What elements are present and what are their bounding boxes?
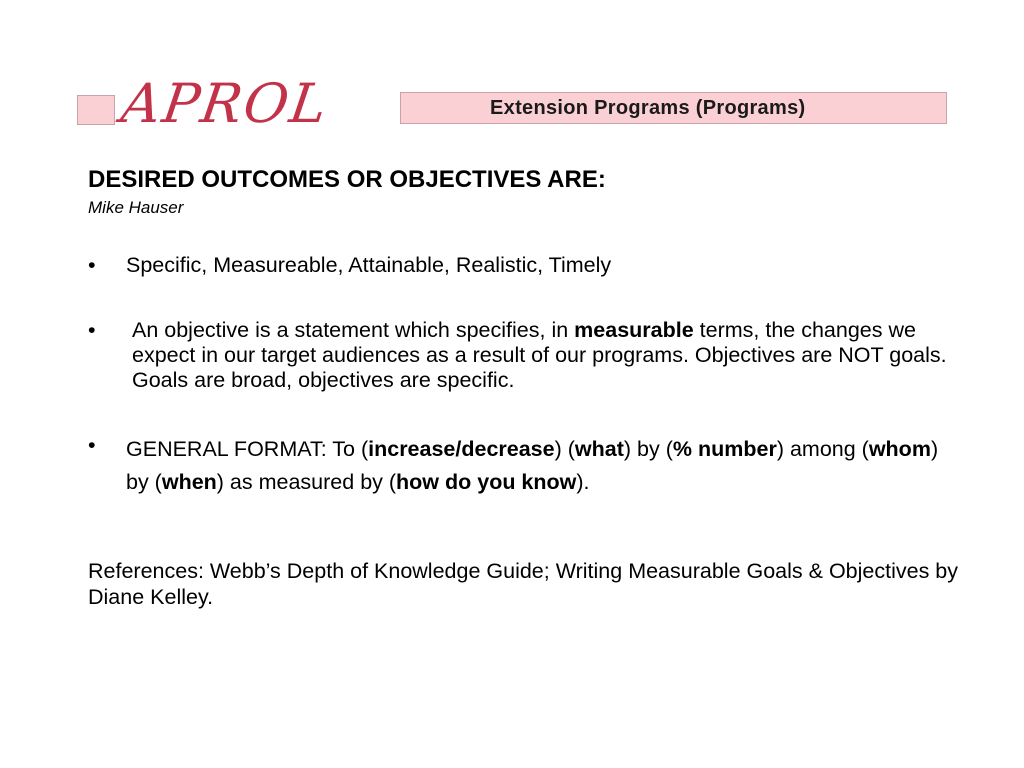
emphasis-how-do-you-know: how do you know	[396, 470, 577, 494]
banner-left-block	[77, 95, 115, 125]
text-segment: ) by (	[126, 437, 939, 494]
header-banner	[0, 0, 1024, 150]
emphasis-increase-decrease: increase/decrease	[368, 437, 555, 461]
references-text: References: Webb’s Depth of Knowledge Guide; Writing Measurable Goals & Objectives by Diane Kelley.	[88, 559, 959, 609]
bullet-text: Specific, Measureable, Attainable, Realistic, Timely	[126, 253, 612, 277]
bullet-icon: •	[88, 433, 96, 457]
emphasis-measurable: measurable	[574, 318, 694, 342]
text-segment: ) among (	[776, 437, 869, 461]
emphasis-whom: whom	[868, 437, 931, 461]
text-segment: ) by (	[623, 437, 673, 461]
author-name: Mike Hauser	[88, 198, 184, 217]
text-segment: terms, the changes we expect in our target audiences as a result of our programs. Objectives are NOT goals. Goals are broad, objectives are specific.	[132, 318, 947, 392]
program-title: Extension Programs (Programs)	[490, 97, 806, 119]
slide-heading: DESIRED OUTCOMES OR OBJECTIVES ARE:	[88, 166, 606, 193]
emphasis-number: % number	[672, 437, 777, 461]
bullet-icon: •	[88, 253, 96, 277]
text-segment: ) (	[554, 437, 575, 461]
emphasis-what: what	[574, 437, 624, 461]
program-title-bar	[400, 92, 947, 124]
bullet-text	[132, 318, 962, 393]
text-segment: ) as measured by (	[216, 470, 397, 494]
aprol-logo: APROL	[117, 72, 333, 135]
emphasis-when: when	[161, 470, 217, 494]
text-segment: ).	[576, 470, 590, 494]
bullet-text	[126, 433, 966, 499]
text-segment: GENERAL FORMAT: To (	[126, 437, 369, 461]
bullet-icon: •	[88, 318, 96, 342]
text-segment: An objective is a statement which specifies, in	[132, 318, 575, 342]
